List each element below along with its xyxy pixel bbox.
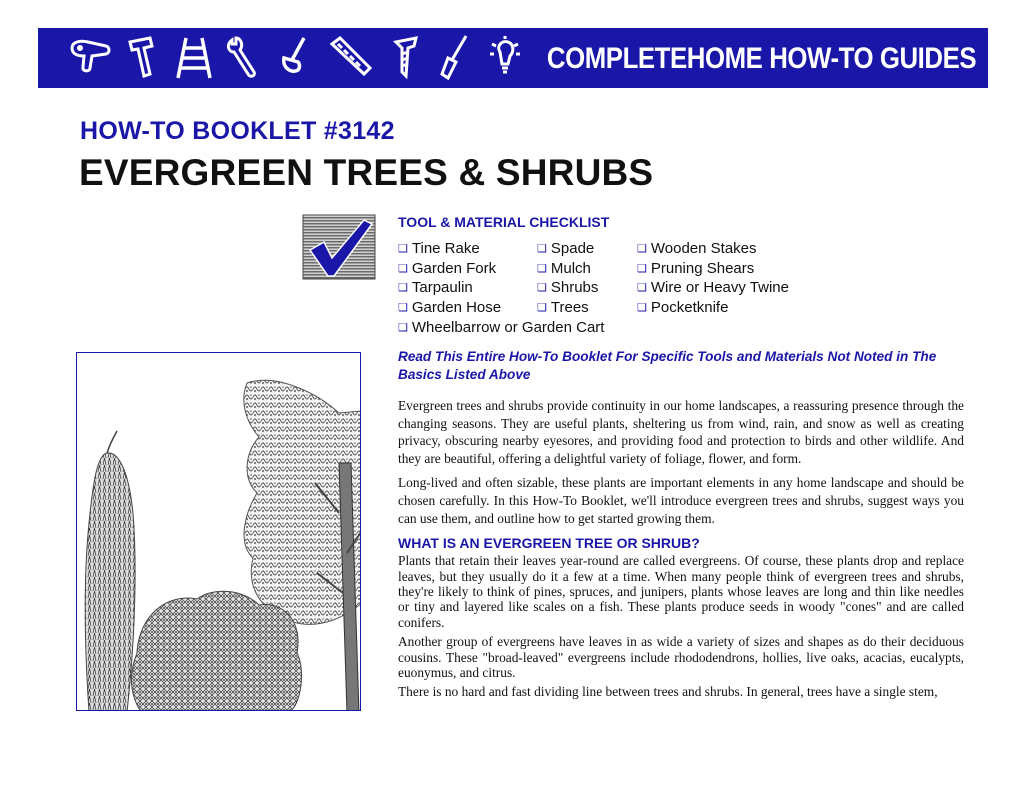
- plunger-icon: [274, 34, 314, 82]
- section-paragraph: There is no hard and fast dividing line between trees and shrubs. In general, trees have a single stem,: [398, 684, 938, 700]
- section-heading: WHAT IS AN EVERGREEN TREE OR SHRUB?: [398, 535, 700, 552]
- checkbox-icon: ❑: [537, 262, 547, 275]
- page-title: EVERGREEN TREES & SHRUBS: [79, 152, 654, 193]
- checkbox-icon: ❑: [398, 302, 408, 315]
- section-paragraph: Another group of evergreens have leaves in as wide a variety of sizes and shapes as do their deciduous cousins. These "broad-leaved" evergreens include rhododendrons, hollies, live oaks, acacias, eucalypts, euonymus, and citrus.: [398, 634, 964, 680]
- checklist-item: ❑ Mulch: [537, 259, 591, 277]
- checklist-item: ❑ Spade: [537, 240, 595, 257]
- saw-icon: [328, 34, 374, 82]
- ladder-icon: [174, 34, 214, 82]
- checklist-item: ❑ Trees: [537, 299, 589, 317]
- checklist-item: ❑ Tine Rake: [398, 240, 480, 257]
- checkbox-icon: ❑: [398, 243, 408, 255]
- brand-title: COMPLETEHOME HOW-TO GUIDES: [546, 42, 976, 75]
- checkmark-icon: [302, 214, 376, 280]
- checklist-item: ❑ Wheelbarrow or Garden Cart: [398, 318, 605, 336]
- booklet-number: HOW-TO BOOKLET #3142: [80, 117, 395, 145]
- article-body: [398, 397, 964, 704]
- paintbrush-icon: [434, 34, 474, 82]
- checklist-item: ❑ Shrubs: [537, 279, 599, 297]
- intro-paragraph: Evergreen trees and shrubs provide continuity in our home landscapes, a reassuring presence through the changing seasons. They are useful plants, sheltering us from wind, rain, and snow as well as creating privacy, obscuring nearby eyesores, and providing food and protection to birds and other wildlife. And they are beautiful, offering a delightful variety of foliage, flower, and form.: [398, 398, 964, 466]
- checklist-item: ❑ Garden Fork: [398, 259, 497, 277]
- checklist-item: ❑ Pruning Shears: [637, 259, 755, 277]
- checkbox-icon: ❑: [398, 321, 408, 334]
- checklist-item: ❑ Garden Hose: [398, 299, 502, 317]
- checklist-item: ❑ Wooden Stakes: [637, 240, 757, 257]
- checkbox-icon: ❑: [637, 262, 647, 275]
- intro-paragraph: Long-lived and often sizable, these plants are important elements in any home landscape and should be chosen carefully. In this How-To Booklet, we'll introduce evergreen trees and shrubs, suggest ways you can use them, and outline how to get started growing them.: [398, 475, 964, 526]
- evergreen-illustration: [76, 352, 361, 711]
- checklist-title: TOOL & MATERIAL CHECKLIST: [398, 214, 610, 230]
- wrench-icon: [222, 34, 262, 82]
- section-paragraph: Plants that retain their leaves year-round are called evergreens. Of course, these plants drop and replace leaves, but they usually do it a few at a time. When many people think of evergreen trees and shrubs, they're likely to think of pines, spruces, and junipers, plants whose leaves are long and thin like needles or tiny and layered like scales on a fish. These plants produce seeds in woody "cones" and are called conifers.: [398, 553, 964, 630]
- checkbox-icon: ❑: [637, 302, 647, 315]
- screw-icon: [386, 34, 426, 82]
- header-banner: [38, 28, 988, 88]
- checkbox-icon: ❑: [637, 282, 647, 295]
- checkbox-icon: ❑: [537, 243, 547, 255]
- trees-shrubs-image: [77, 353, 361, 711]
- checkbox-icon: ❑: [537, 282, 547, 295]
- hammer-icon: [124, 34, 164, 82]
- hair-dryer-icon: [66, 34, 116, 82]
- checklist-item: ❑ Pocketknife: [637, 299, 729, 317]
- lightbulb-icon: [486, 34, 526, 82]
- checkbox-icon: ❑: [398, 262, 408, 275]
- checklist-item: ❑ Wire or Heavy Twine: [637, 279, 789, 297]
- checkbox-icon: ❑: [398, 282, 408, 295]
- checkbox-icon: ❑: [537, 302, 547, 315]
- tools-note: Read This Entire How-To Booklet For Specific Tools and Materials Not Noted in The Basics Listed Above: [398, 349, 937, 382]
- checklist-item: ❑ Tarpaulin: [398, 279, 473, 297]
- checkbox-icon: ❑: [637, 243, 647, 255]
